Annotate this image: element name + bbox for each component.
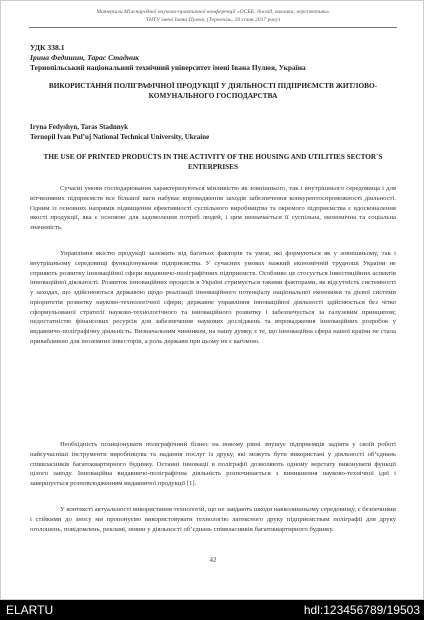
title-english: THE USE OF PRINTED PRODUCTS IN THE ACTIVITY OF THE HOUSING AND UTILITIES SECTOR`S ENTERPRISES bbox=[43, 153, 383, 171]
handle-identifier: hdl:123456789/19503 bbox=[303, 603, 420, 617]
body-paragraph: Необхідність позиціонувати поліграфічний бізнес на новому рівні змушує підприємців задіяти у своїй роботі найсучасніші інструменти виробництва та надання послуг із друку, які можуть бути використані у діяльності об’єднань співвласників багатоквартирного будинку. Останні інновації в поліграфії дозволяють одному верстату виконувати функції цілого заводу. Інноваційна видавничо-поліграфічна діяльність розпочинається з виникнення науково-технічної ідеї і завершується розповсюдженням видавничої продукції [1]. bbox=[30, 441, 396, 488]
repository-footer bbox=[0, 600, 424, 620]
running-header bbox=[31, 9, 395, 24]
repository-name: ELARTU bbox=[6, 603, 54, 617]
title-ukrainian: ВИКОРИСТАННЯ ПОЛІГРАФІЧНОЇ ПРОДУКЦІЇ У ДІЯЛЬНОСТІ ПІДПРИЄМСТВ ЖИТЛОВО-КОМУНАЛЬНОГО ГОСПОДАРСТВА bbox=[48, 81, 378, 100]
page-number: 42 bbox=[209, 556, 217, 564]
affiliation-english: Ternopil Ivan Pul’uj National Technical University, Ukraine bbox=[30, 132, 210, 141]
body-paragraph: У контексті актуальності використання технологій, що не завдають шкоди навколишньому середовищу, є безпечними і стійкими до зносу ми пропонуємо використовувати технологію латексного друку підприємствам поліграфії для друку оголошень, повідомлень, рекламі, новин у діяльності об’єднань співвласників багатоквартирного будинку. bbox=[30, 506, 396, 533]
header-divider bbox=[29, 27, 397, 28]
affiliation-ukrainian: Тернопільський національний технічний університет імені Івана Пулюя, Україна bbox=[30, 62, 306, 72]
authors-english: Iryna Fedyshyn, Taras Stadnnyk bbox=[30, 123, 129, 131]
authors-ukrainian: Ірина Федишин, Тарас Стадник bbox=[30, 53, 140, 62]
running-header-line1: Матеріали Міжнародної науково-практичної конференції «ОСББ: досвід, виклики, перспективи» bbox=[96, 9, 330, 15]
body-paragraph: Сучасні умови господарювання характеризуються мінливістю як зовнішнього, так і внутрішнього середовища і для вітчизняних підприємств все більшої ваги набуває впровадження заходів забезпечення конкурентоспроможності діяльності. Одним із основних напрямів підвищення ефективності суспільного виробництва та окремого підприємства є вдосконалення якості продукції, яка є основою для задоволення потреб людей, і цим визначається її суспільна, економічна та соціальна значимість. bbox=[30, 185, 396, 232]
running-header-line2: ТНТУ імені Івана Пулюя, (Тернопіль, 20 січня 2017 року) bbox=[145, 16, 281, 23]
body-paragraph: Управління якістю продукції залежить від багатьох факторів та умов, які формуються як у зовнішньому, так і внутрішньому середовищі функціонування підприємства. У сучасних умовах нажкий економічній трудноші України не сприяють розвитку інноваційної сфери видавничо-поліграфічних підприємств. Особливо це стосується інвестиційних аспектів інноваційної діяльності. Розвиток інноваційних процесів в Україні стримується такими факторами, як відсутність системності у заходах, що здійснюються державою щодо реалізації інноваційного потенціалу національної економіки та дієвої системи пріоритетів розвитку науково-технологічної сфери; державне управління інноваційної діяльності здійснюється без чітко сформульованої стратегії науково-технологічного та інноваційного розвитку і забезпечується за галузевим принципом; недостатністю фінансових ресурсів для забезпечення наукових досліджень та впровадження інноваційних розробок у видавничо-поліграфічну діяльність. Визначальним чинником, на нашу думку, є те, що інноваційна сфера нашої країни не стала привабливою для іноземних інвесторів, а роль держави при цьому не є вагомою. bbox=[30, 250, 396, 346]
udc-code: УДК 338.1 bbox=[30, 43, 65, 52]
